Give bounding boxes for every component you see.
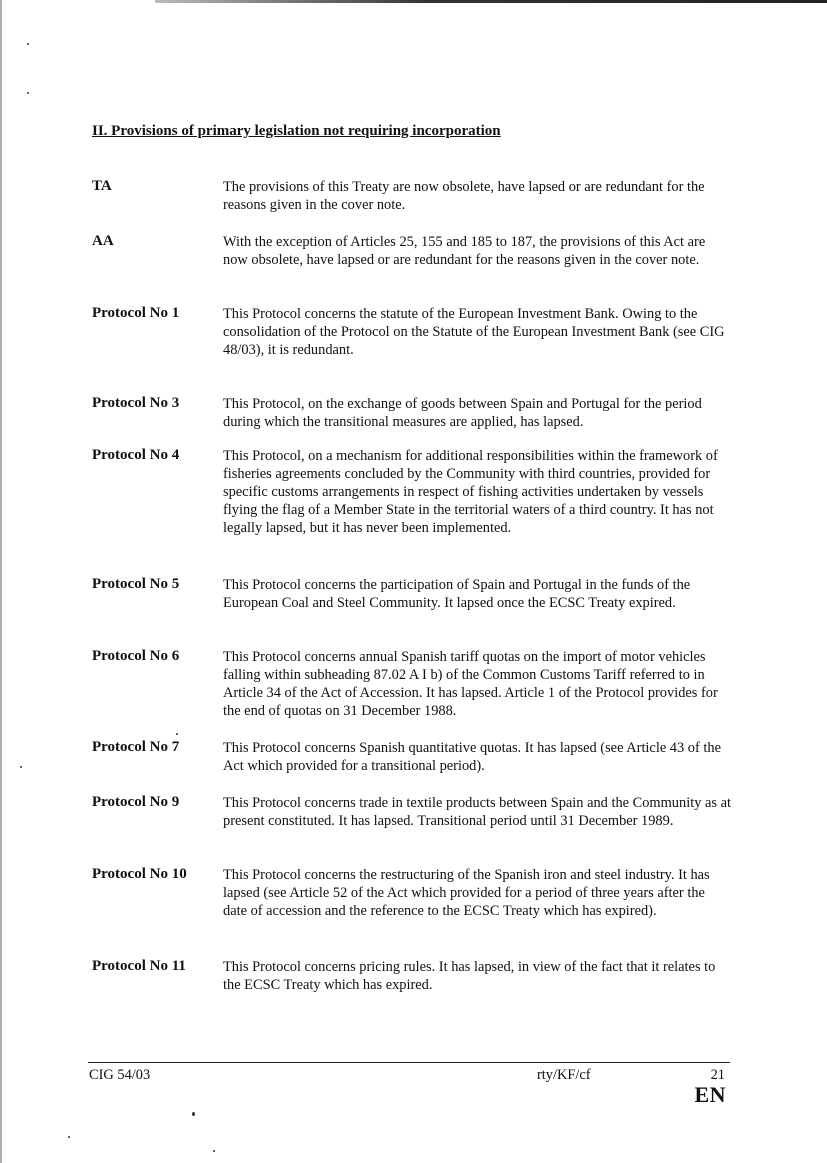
- scan-speck: [27, 92, 29, 94]
- entry-label: Protocol No 7: [92, 739, 180, 755]
- language-code: EN: [694, 1082, 726, 1107]
- entry-text: This Protocol concerns the restructuring of the Spanish iron and steel industry. It has lapsed (see Article 52 of the Act which provided for a period of three years after the date of accession and the reference to the ECSC Treaty which has expired).: [223, 867, 710, 919]
- scan-speck: [176, 733, 178, 735]
- scan-speck: [192, 1112, 195, 1116]
- entry-text: This Protocol concerns pricing rules. It has lapsed, in view of the fact that it relates to the ECSC Treaty which has expired.: [223, 959, 716, 993]
- scan-speck: [213, 1150, 215, 1152]
- entry-label: Protocol No 4: [92, 447, 180, 463]
- entry-text: The provisions of this Treaty are now obsolete, have lapsed or are redundant for the reasons given in the cover note.: [223, 179, 705, 213]
- typist-initials: rty/KF/cf: [537, 1067, 591, 1083]
- page-number: 21: [710, 1067, 725, 1083]
- entry-text: This Protocol, on the exchange of goods between Spain and Portugal for the period during which the transitional measures are applied, has lapsed.: [223, 396, 702, 430]
- entry-text: This Protocol concerns trade in textile products between Spain and the Community as at present constituted. It has lapsed. Transitional period until 31 December 1989.: [223, 795, 731, 829]
- scan-edge-top: [155, 0, 827, 3]
- entry-text: This Protocol, on a mechanism for additional responsibilities within the framework of fisheries agreements concluded by the Community with third countries, provided for specific customs arrangements in respect of fishing activities undertaken by vessels flying the flag of a Member State in the territorial waters of a third country. It has not legally lapsed, but it has never been implemented.: [223, 448, 718, 536]
- scan-speck: [20, 766, 22, 768]
- entry-text: With the exception of Articles 25, 155 and 185 to 187, the provisions of this Act are now obsolete, have lapsed or are redundant for the reasons given in the cover note.: [223, 234, 706, 268]
- footer-divider: [88, 1062, 730, 1063]
- entry-label: Protocol No 10: [92, 866, 187, 882]
- scan-speck: [68, 1136, 70, 1138]
- scan-speck: [27, 43, 29, 45]
- entry-label: Protocol No 3: [92, 395, 180, 411]
- entry-text: This Protocol concerns Spanish quantitative quotas. It has lapsed (see Article 43 of the Act which provided for a transitional period).: [223, 740, 721, 774]
- section-heading: II. Provisions of primary legislation not requiring incorporation: [92, 123, 501, 139]
- scan-edge-left: [0, 0, 2, 1163]
- entry-label: Protocol No 1: [92, 305, 180, 321]
- entry-label: Protocol No 11: [92, 958, 186, 974]
- document-reference: CIG 54/03: [89, 1067, 151, 1083]
- entry-text: This Protocol concerns the statute of the European Investment Bank. Owing to the consolidation of the Protocol on the Statute of the European Investment Bank (see CIG 48/03), it is redundant.: [223, 306, 725, 358]
- entry-label: Protocol No 6: [92, 648, 180, 664]
- entry-text: This Protocol concerns the participation of Spain and Portugal in the funds of the European Coal and Steel Community. It lapsed once the ECSC Treaty expired.: [223, 577, 691, 611]
- entry-text: This Protocol concerns annual Spanish tariff quotas on the import of motor vehicles falling within subheading 87.02 A I b) of the Common Customs Tariff referred to in Article 34 of the Act of Accession. It has lapsed. Article 1 of the Protocol provides for the end of quotas on 31 December 1988.: [223, 649, 718, 719]
- entry-label: Protocol No 9: [92, 794, 180, 810]
- entry-label: Protocol No 5: [92, 576, 180, 592]
- entry-label: AA: [92, 233, 114, 249]
- entry-label: TA: [92, 178, 112, 194]
